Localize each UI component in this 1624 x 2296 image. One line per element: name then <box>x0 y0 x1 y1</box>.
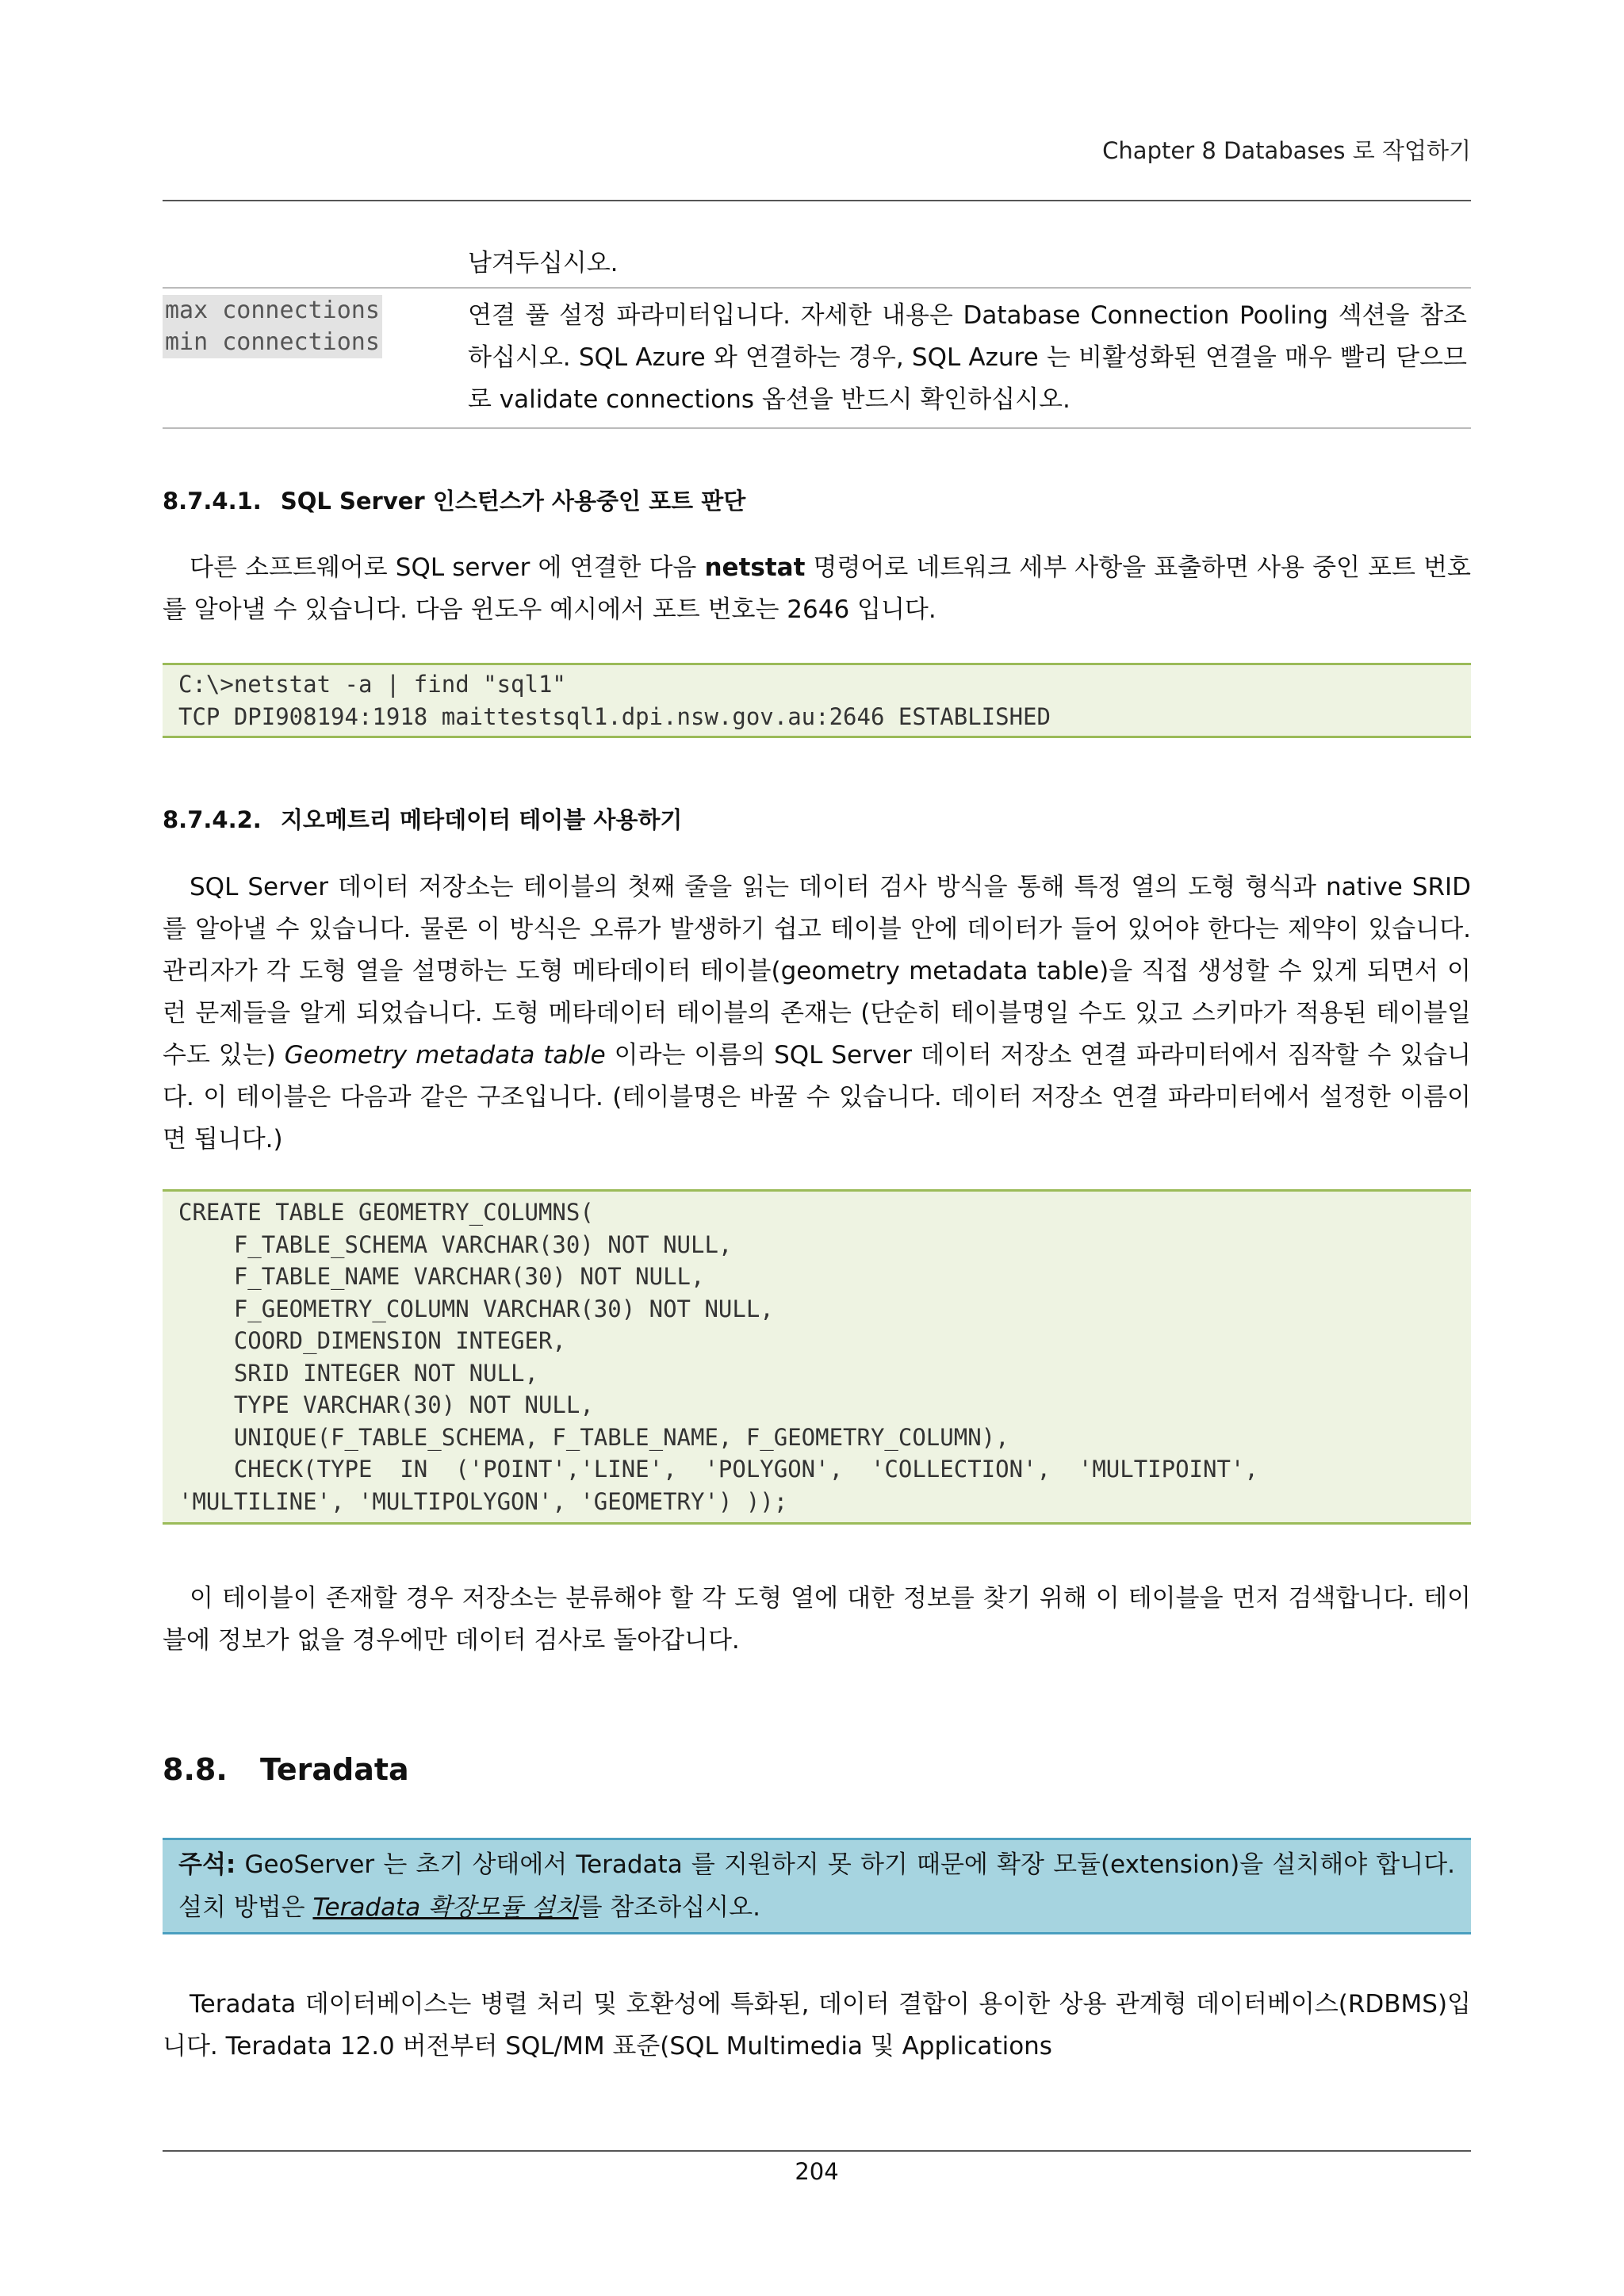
command-name: netstat <box>704 553 806 582</box>
section-number: 8.8. <box>163 1752 228 1787</box>
parameter-description: 연결 풀 설정 파라미터입니다. 자세한 내용은 Database Connection Pooling 섹션을 참조하십시오. SQL Azure 와 연결하는 경우, SQL Azure 는 비활성화된 연결을 매우 빨리 닫으므로 validate connections 옵션을 반드시 확인하십시오. <box>468 301 1467 414</box>
note-label: 주석: <box>178 1850 236 1879</box>
paragraph-text: 다른 소프트웨어로 SQL server 에 연결한 다음 <box>190 553 705 582</box>
document-page <box>163 0 1471 2296</box>
teradata-extension-link[interactable]: Teradata 확장모듈 설치 <box>312 1893 579 1922</box>
parameter-row-continuation <box>163 243 1471 289</box>
code-line: TCP DPI908194:1918 maittestsql1.dpi.nsw.gov.au:2646 ESTABLISHED <box>178 702 1051 730</box>
parameter-name-min: min connections <box>163 327 382 358</box>
paragraph-geometry <box>163 867 1471 1161</box>
parameter-names <box>163 295 468 421</box>
header-rule <box>163 200 1471 201</box>
section-title: SQL Server 인스턴스가 사용중인 포트 판단 <box>280 488 746 515</box>
paragraph-text: 이라는 이름의 SQL Server 데이터 저장소 연결 파라미터에서 짐작할 수 있습니다. 이 테이블은 다음과 같은 구조입니다. (테이블명은 바꿀 수 있습니다. 데이터 저장소 연결 파라미터에서 설정한 이름이면 됩니다.) <box>163 1041 1471 1154</box>
note-box <box>163 1838 1471 1934</box>
parameter-description-continuation: 남겨두십시오. <box>468 249 619 277</box>
paragraph-geometry-lookup: 이 테이블이 존재할 경우 저장소는 분류해야 할 각 도형 열에 대한 정보를 찾기 위해 이 테이블을 먼저 검색합니다. 테이블에 정보가 없을 경우에만 데이터 검사로 돌아갑니다. <box>163 1584 1471 1655</box>
code-line: C:\>netstat -a | find "sql1" <box>178 671 566 698</box>
code-line: CHECK(TYPE IN ('POINT','LINE', 'POLYGON', 'COLLECTION', 'MULTIPOINT', <box>178 1456 1258 1483</box>
note-text: GeoServer 는 초기 상태에서 Teradata 를 지원하지 못 하기 때문에 확장 모듈(extension)을 설치해야 합니다. 설치 방법은 <box>178 1850 1455 1922</box>
paragraph-teradata: Teradata 데이터베이스는 병렬 처리 및 호환성에 특화된, 데이터 결합이 용이한 상용 관계형 데이터베이스(RDBMS)입니다. Teradata 12.0 버전부터 SQL/MM 표준(SQL Multimedia 및 Applications <box>163 1990 1471 2061</box>
section-heading-geometry <box>163 802 682 835</box>
code-line: CREATE TABLE GEOMETRY_COLUMNS( <box>178 1199 594 1226</box>
code-line: TYPE VARCHAR(30) NOT NULL, <box>178 1391 594 1418</box>
section-title: Teradata <box>260 1752 409 1787</box>
code-line: COORD_DIMENSION INTEGER, <box>178 1327 566 1354</box>
paragraph-port <box>163 547 1471 631</box>
parameter-table <box>163 243 1471 429</box>
page-header: Chapter 8 Databases 로 작업하기 <box>1102 137 1471 164</box>
page-number: 204 <box>795 2158 839 2185</box>
section-heading-port <box>163 484 745 516</box>
parameter-name-max: max connections <box>163 295 382 327</box>
paragraph-text: 명령어로 네트워크 세부 사항을 표출하면 사용 중인 포트 번호를 알아낼 수 있습니다. 다음 윈도우 예시에서 포트 번호는 2646 입니다. <box>163 553 1471 624</box>
code-line: F_TABLE_SCHEMA VARCHAR(30) NOT NULL, <box>178 1230 733 1258</box>
code-block-netstat <box>163 663 1471 738</box>
code-line: SRID INTEGER NOT NULL, <box>178 1359 538 1387</box>
code-line: UNIQUE(F_TABLE_SCHEMA, F_TABLE_NAME, F_GEOMETRY_COLUMN), <box>178 1423 1009 1451</box>
parameter-emphasis: Geometry metadata table <box>284 1041 606 1070</box>
note-text: 를 참조하십시오. <box>578 1893 760 1922</box>
section-number: 8.7.4.2. <box>163 806 262 833</box>
section-number: 8.7.4.1. <box>163 488 262 515</box>
section-heading-teradata <box>163 1752 409 1787</box>
paragraph-text: SQL Server 데이터 저장소는 테이블의 첫째 줄을 읽는 데이터 검사 방식을 통해 특정 열의 도형 형식과 native SRID 를 알아낼 수 있습니다. 물론 이 방식은 오류가 발생하기 쉽고 테이블 안에 데이터가 들어 있어야 한다는 제약이 있습니다. 관리자가 각 도형 열을 설명하는 도형 메타데이터 테이블(geometry metadata table)을 직접 생성할 수 있게 되면서 이런 문제들을 알게 되었습니다. 도형 메타데이터 테이블의 존재는 (단순히 테이블명일 수도 있고 스키마가 적용된 테이블일 수도 있는) <box>163 873 1471 1070</box>
code-line: 'MULTILINE', 'MULTIPOLYGON', 'GEOMETRY') )); <box>178 1487 788 1515</box>
code-line: F_TABLE_NAME VARCHAR(30) NOT NULL, <box>178 1263 705 1290</box>
code-line: F_GEOMETRY_COLUMN VARCHAR(30) NOT NULL, <box>178 1295 774 1322</box>
parameter-row-connections <box>163 289 1471 429</box>
section-title: 지오메트리 메타데이터 테이블 사용하기 <box>280 806 683 833</box>
code-block-create-table <box>163 1189 1471 1525</box>
